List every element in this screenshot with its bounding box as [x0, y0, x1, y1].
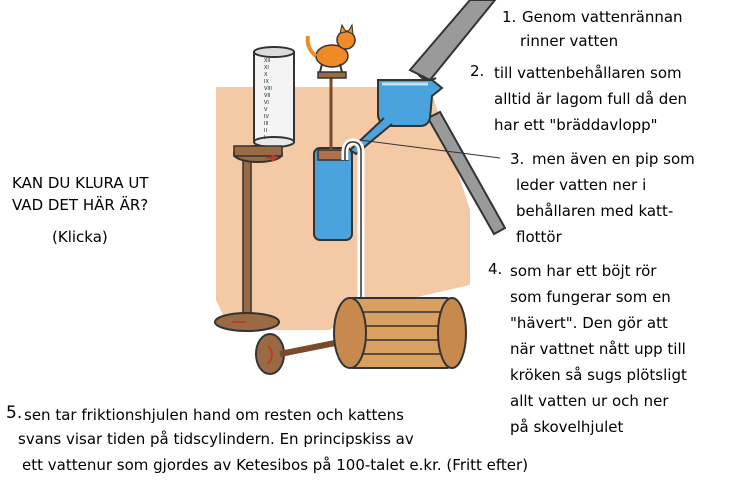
step-4-line: på skovelhjulet: [510, 418, 624, 436]
step-3-line: behållaren med katt-: [516, 202, 674, 220]
step-3-line: men även en pip som: [532, 150, 695, 168]
step-2-line: alltid är lagom full då den: [494, 90, 688, 108]
step-2-line: har ett "bräddavlopp": [494, 116, 658, 134]
step-1-line: Genom vattenrännan: [522, 8, 683, 26]
question-line-1: KAN DU KLURA UT: [12, 174, 149, 192]
step-4-line: allt vatten ur och ner: [510, 392, 669, 410]
click-hint[interactable]: (Klicka): [52, 228, 108, 246]
cylinder-mark: II: [264, 128, 267, 134]
cylinder-mark: VII: [264, 93, 271, 99]
step-3-number: 3.: [510, 150, 525, 168]
cylinder-mark: XII: [264, 58, 271, 64]
step-3-line: leder vatten ner i: [516, 176, 647, 194]
cylinder-mark: V: [264, 107, 268, 113]
step-5-number: 5.: [6, 403, 23, 423]
step-3-line: flottör: [516, 228, 562, 246]
step-2-number: 2.: [470, 62, 485, 80]
step-1-number: 1.: [502, 8, 517, 26]
cylinder-mark: VI: [264, 100, 269, 106]
step-4-line: när vattnet nått upp till: [510, 340, 686, 358]
step-1-line: rinner vatten: [520, 32, 619, 50]
cat-float: [308, 25, 355, 78]
step-5-line: sen tar friktionshjulen hand om resten och kattens: [24, 406, 404, 424]
step-4-number: 4.: [488, 260, 503, 278]
cylinder-mark: XI: [264, 65, 269, 71]
step-4-line: "hävert". Den gör att: [510, 314, 668, 332]
cylinder-mark: X: [264, 72, 268, 78]
question-line-2: VAD DET HÄR ÄR?: [12, 196, 149, 214]
cylinder-mark: IX: [264, 79, 269, 85]
step-4-line: som har ett böjt rör: [510, 262, 657, 280]
paddle-wheel: [334, 298, 466, 368]
step-5-line: svans visar tiden på tidscylindern. En principskiss av: [18, 430, 414, 448]
cylinder-mark: III: [264, 121, 269, 127]
step-2-line: till vattenbehållaren som: [494, 64, 682, 82]
cylinder-mark: I: [264, 135, 266, 141]
time-cylinder: [254, 47, 294, 147]
step-5-line: ett vattenur som gjordes av Ketesibos på 100-talet e.kr. (Fritt efter): [22, 456, 529, 474]
step-4-line: som fungerar som en: [510, 288, 671, 306]
cylinder-mark: VIII: [264, 86, 272, 92]
cylinder-mark: IV: [264, 114, 269, 120]
step-4-line: kröken så sugs plötsligt: [510, 366, 687, 384]
